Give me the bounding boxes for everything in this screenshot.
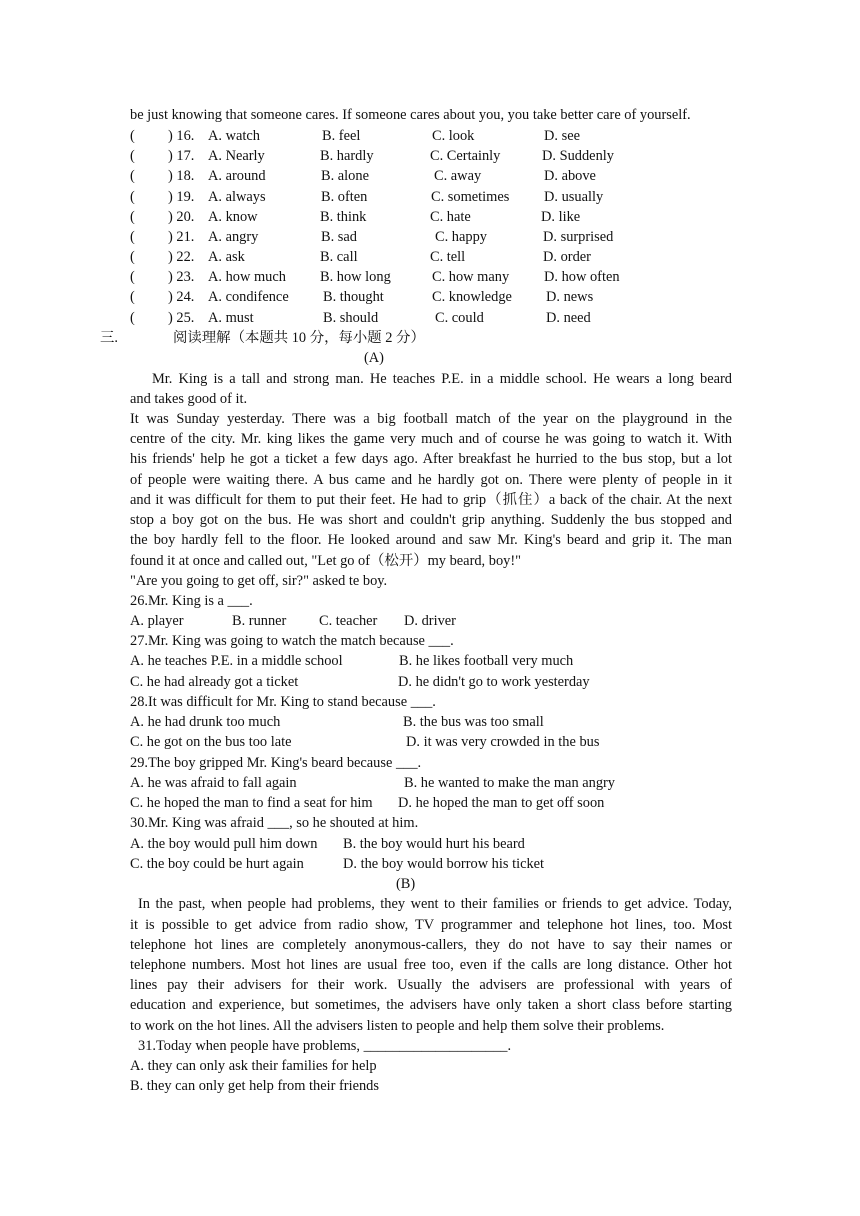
question-30-stem: 30.Mr. King was afraid ___, so he shouted at him. [130, 815, 419, 831]
question-number: ) 25. [168, 310, 195, 326]
option-c: C. knowledge [432, 289, 512, 305]
question-number: ) 18. [168, 168, 195, 184]
passage-line: "Are you going to get off, sir?" asked te boy. [130, 573, 388, 589]
passage-line: it is possible to get advice from radio show, TV programmer and telephone hot lines, too. Most [130, 917, 732, 933]
q30-option-c: C. the boy could be hurt again [130, 856, 304, 872]
option-a: A. how much [208, 269, 286, 285]
option-c: C. look [432, 128, 475, 144]
option-b: B. call [320, 249, 358, 265]
option-b: B. alone [321, 168, 369, 184]
passage-line: education and experience, but sometimes, the advisers have only taken a short class before starting [130, 997, 732, 1013]
passage-line: and it was difficult for them to put their feet. He had to grip（抓住）a back of the chair. At the next [130, 492, 732, 508]
q31-option-a: A. they can only ask their families for help [130, 1058, 377, 1074]
option-d: D. how often [544, 269, 620, 285]
option-b: B. feel [322, 128, 361, 144]
passage-line: found it at once and called out, "Let go of（松开）my beard, boy!" [130, 553, 521, 569]
passage-line: It was Sunday yesterday. There was a big football match of the year on the playground in the [130, 411, 732, 427]
question-number: ) 17. [168, 148, 195, 164]
q27-option-c: C. he had already got a ticket [130, 674, 299, 690]
option-a: A. condifence [208, 289, 289, 305]
question-27-stem: 27.Mr. King was going to watch the match because ___. [130, 633, 454, 649]
q29-option-c: C. he hoped the man to find a seat for him [130, 795, 373, 811]
question-number: ) 16. [168, 128, 195, 144]
option-d: D. like [541, 209, 581, 225]
option-a: A. always [208, 189, 266, 205]
passage-line: Mr. King is a tall and strong man. He teaches P.E. in a middle school. He wears a long beard [152, 371, 732, 387]
q28-option-b: B. the bus was too small [403, 714, 544, 730]
option-a: A. must [208, 310, 254, 326]
q29-option-d: D. he hoped the man to get off soon [398, 795, 605, 811]
q26-option-a: A. player [130, 613, 184, 629]
option-d: D. usually [544, 189, 604, 205]
option-b: B. sad [321, 229, 357, 245]
section-number: 三. [100, 330, 118, 346]
option-a: A. know [208, 209, 258, 225]
question-26-stem: 26.Mr. King is a ___. [130, 593, 253, 609]
answer-blank: ( [130, 249, 135, 265]
passage-line: centre of the city. Mr. king likes the game very much and of course he was going to watch it. With [130, 431, 732, 447]
question-28-stem: 28.It was difficult for Mr. King to stand because ___. [130, 694, 436, 710]
answer-blank: ( [130, 168, 135, 184]
option-d: D. order [543, 249, 591, 265]
answer-blank: ( [130, 289, 135, 305]
passage-line: the boy hardly fell to the floor. He looked around and saw Mr. King's beard and grip it. The man [130, 532, 732, 548]
option-c: C. how many [432, 269, 510, 285]
question-31-stem: 31.Today when people have problems, ____________________. [138, 1038, 512, 1054]
passage-line: lines pay their advisers for their work. Usually the advisers are professional with years of [130, 977, 732, 993]
option-a: A. around [208, 168, 266, 184]
option-c: C. Certainly [430, 148, 501, 164]
q29-option-a: A. he was afraid to fall again [130, 775, 297, 791]
answer-blank: ( [130, 209, 135, 225]
q27-option-a: A. he teaches P.E. in a middle school [130, 653, 343, 669]
answer-blank: ( [130, 128, 135, 144]
option-a: A. Nearly [208, 148, 265, 164]
option-c: C. hate [430, 209, 471, 225]
option-b: B. how long [320, 269, 391, 285]
option-d: D. above [544, 168, 596, 184]
question-number: ) 23. [168, 269, 195, 285]
q31-option-b: B. they can only get help from their friends [130, 1078, 379, 1094]
q26-option-b: B. runner [232, 613, 287, 629]
q26-option-c: C. teacher [319, 613, 378, 629]
option-d: D. news [546, 289, 594, 305]
passage-a-label: (A) [364, 350, 384, 366]
option-b: B. should [323, 310, 379, 326]
option-c: C. happy [435, 229, 487, 245]
passage-line: to work on the hot lines. All the advisers listen to people and help them solve their problems. [130, 1018, 665, 1034]
question-number: ) 22. [168, 249, 195, 265]
option-b: B. hardly [320, 148, 374, 164]
q28-option-a: A. he had drunk too much [130, 714, 281, 730]
q27-option-d: D. he didn't go to work yesterday [398, 674, 590, 690]
passage-b-label: (B) [396, 876, 416, 892]
question-number: ) 19. [168, 189, 195, 205]
option-d: D. surprised [543, 229, 614, 245]
option-d: D. Suddenly [542, 148, 614, 164]
answer-blank: ( [130, 310, 135, 326]
intro-line: be just knowing that someone cares. If someone cares about you, you take better care of yourself. [130, 107, 691, 123]
option-b: B. often [321, 189, 368, 205]
option-a: A. watch [208, 128, 260, 144]
passage-line: and takes good of it. [130, 391, 248, 407]
option-c: C. sometimes [431, 189, 510, 205]
q28-option-c: C. he got on the bus too late [130, 734, 292, 750]
passage-line: In the past, when people had problems, they went to their families or friends to get advice. Today, [138, 896, 732, 912]
question-29-stem: 29.The boy gripped Mr. King's beard because ___. [130, 755, 422, 771]
q30-option-d: D. the boy would borrow his ticket [343, 856, 545, 872]
q30-option-a: A. the boy would pull him down [130, 836, 318, 852]
option-b: B. think [320, 209, 367, 225]
question-number: ) 24. [168, 289, 195, 305]
question-number: ) 21. [168, 229, 195, 245]
passage-line: telephone numbers. Most hot lines are usual free too, even if the calls are long distance. Other hot [130, 957, 732, 973]
answer-blank: ( [130, 189, 135, 205]
passage-line: telephone hot lines are completely anonymous-callers, they do not have to say their names or [130, 937, 732, 953]
passage-line: stop a boy got on the bus. He was short and couldn't grip anything. Suddenly the bus stopped and [130, 512, 732, 528]
option-d: D. need [546, 310, 591, 326]
option-a: A. angry [208, 229, 259, 245]
option-c: C. tell [430, 249, 466, 265]
question-number: ) 20. [168, 209, 195, 225]
option-c: C. could [435, 310, 484, 326]
option-d: D. see [544, 128, 580, 144]
section-title: 阅读理解（本题共 10 分，每小题 2 分） [173, 330, 425, 346]
q30-option-b: B. the boy would hurt his beard [343, 836, 525, 852]
passage-line: of people were waiting there. A bus came and he hardly got on. There were plenty of people in it [130, 472, 732, 488]
answer-blank: ( [130, 269, 135, 285]
q27-option-b: B. he likes football very much [399, 653, 574, 669]
passage-line: his friends' help he got a ticket a few days ago. After breakfast he hurried to the bus stop, but a lot [130, 451, 732, 467]
answer-blank: ( [130, 229, 135, 245]
q29-option-b: B. he wanted to make the man angry [404, 775, 615, 791]
q28-option-d: D. it was very crowded in the bus [406, 734, 600, 750]
option-b: B. thought [323, 289, 384, 305]
option-a: A. ask [208, 249, 245, 265]
answer-blank: ( [130, 148, 135, 164]
q26-option-d: D. driver [404, 613, 456, 629]
option-c: C. away [434, 168, 482, 184]
